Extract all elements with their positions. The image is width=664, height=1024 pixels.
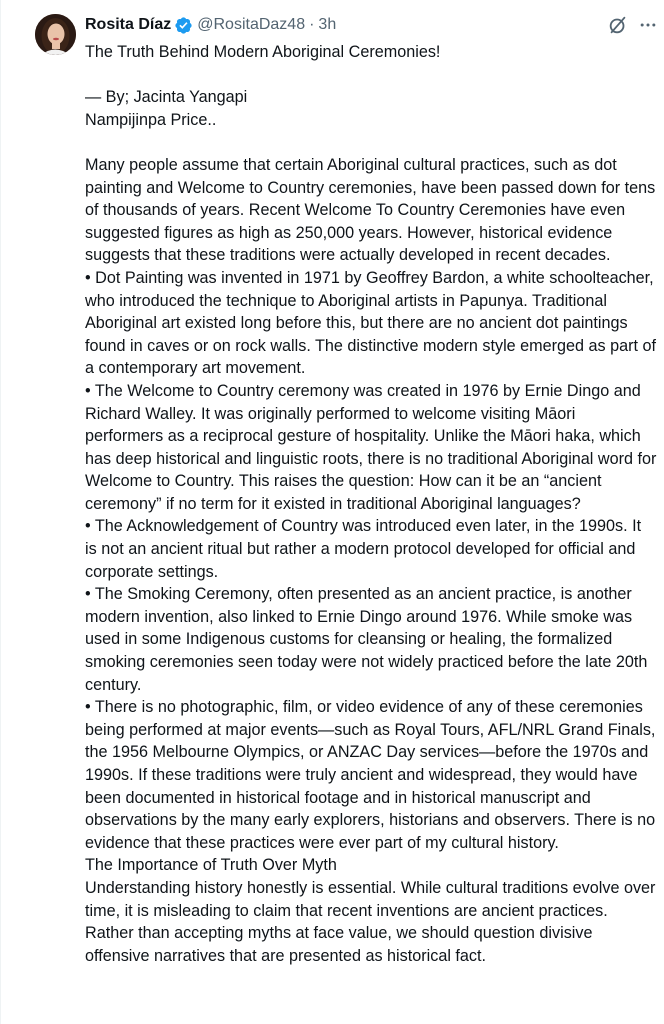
header-separator: · <box>309 16 315 33</box>
post-conclusion: Understanding history honestly is essential. While cultural traditions evolve over time, it is misleading to claim that recent inventions are ancient practices. Rather than accepting myths at face value, we should question divisive offensive narratives that are presented as historical fact. <box>85 878 656 965</box>
author-handle[interactable]: @RositaDaz48 <box>197 16 306 33</box>
paragraph-spacer <box>85 64 657 87</box>
bullet-no-evidence: • There is no photographic, film, or video evidence of any of these ceremonies being performed at major events—such as Royal Tours, AFL/NRL Grand Finals, the 1956 Melbourne Olympics, or ANZAC Day services—before the 1970s and 1990s. If these traditions were truly ancient and widespread, they would have been documented in historical footage and in historical manuscript and observations by the many early explorers, historians and observers. There is no evidence that these practices were ever part of my cultural history. <box>85 698 656 852</box>
post-title: The Truth Behind Modern Aboriginal Ceremonies! <box>85 43 441 61</box>
paragraph-spacer <box>85 131 657 154</box>
post-byline: — By; Jacinta Yangapi <box>85 88 248 107</box>
author-display-name[interactable]: Rosita Díaz <box>85 16 172 33</box>
tweet-header <box>85 14 336 36</box>
grok-icon[interactable] <box>607 14 629 36</box>
tweet-body <box>85 41 657 967</box>
avatar[interactable] <box>35 14 76 55</box>
bullet-dot-painting: • Dot Painting was invented in 1971 by Geoffrey Bardon, a white schoolteacher, who introduced the technique to Aboriginal artists in Papunya. Traditional Aboriginal art existed long before this, but there are no ancient dot paintings found in caves or on rock walls. The distinctive modern style emerged as part of a contemporary art movement. <box>85 268 657 378</box>
verified-badge-icon[interactable] <box>174 16 193 35</box>
bullet-acknowledgement: • The Acknowledgement of Country was introduced even later, in the 1990s. It is not an ancient ritual but rather a modern protocol developed for official and corporate settings. <box>85 517 642 581</box>
bullet-welcome-to-country: • The Welcome to Country ceremony was created in 1976 by Ernie Dingo and Richard Walley. It was originally performed to welcome visiting Māori performers as a reciprocal gesture of hospitality. Unlike the Māori haka, which has deep historical and linguistic roots, there is no traditional Aboriginal word for Welcome to Country. This raises the question: How can it be an “ancient ceremony” if no term for it existed in traditional Aboriginal languages? <box>85 381 657 513</box>
post-intro: Many people assume that certain Aboriginal cultural practices, such as dot painting and Welcome to Country ceremonies, have been passed down for tens of thousands of years. Recent Welcome To Country Ceremonies have even suggested figures as high as 250,000 years. However, historical evidence suggests that these traditions were actually developed in recent decades. <box>85 155 656 265</box>
more-options-icon[interactable] <box>638 15 658 35</box>
post-timestamp[interactable]: 3h <box>318 16 337 33</box>
post-byline-continued: Nampijinpa Price.. <box>85 110 217 129</box>
post-subheading: The Importance of Truth Over Myth <box>85 856 337 875</box>
bullet-smoking-ceremony: • The Smoking Ceremony, often presented as an ancient practice, is another modern invention, also linked to Ernie Dingo around 1976. While smoke was used in some Indigenous customs for cleansing or healing, the formalized smoking ceremonies seen today were not widely practiced before the late 20th century. <box>85 585 648 694</box>
avatar-photo <box>35 14 76 55</box>
